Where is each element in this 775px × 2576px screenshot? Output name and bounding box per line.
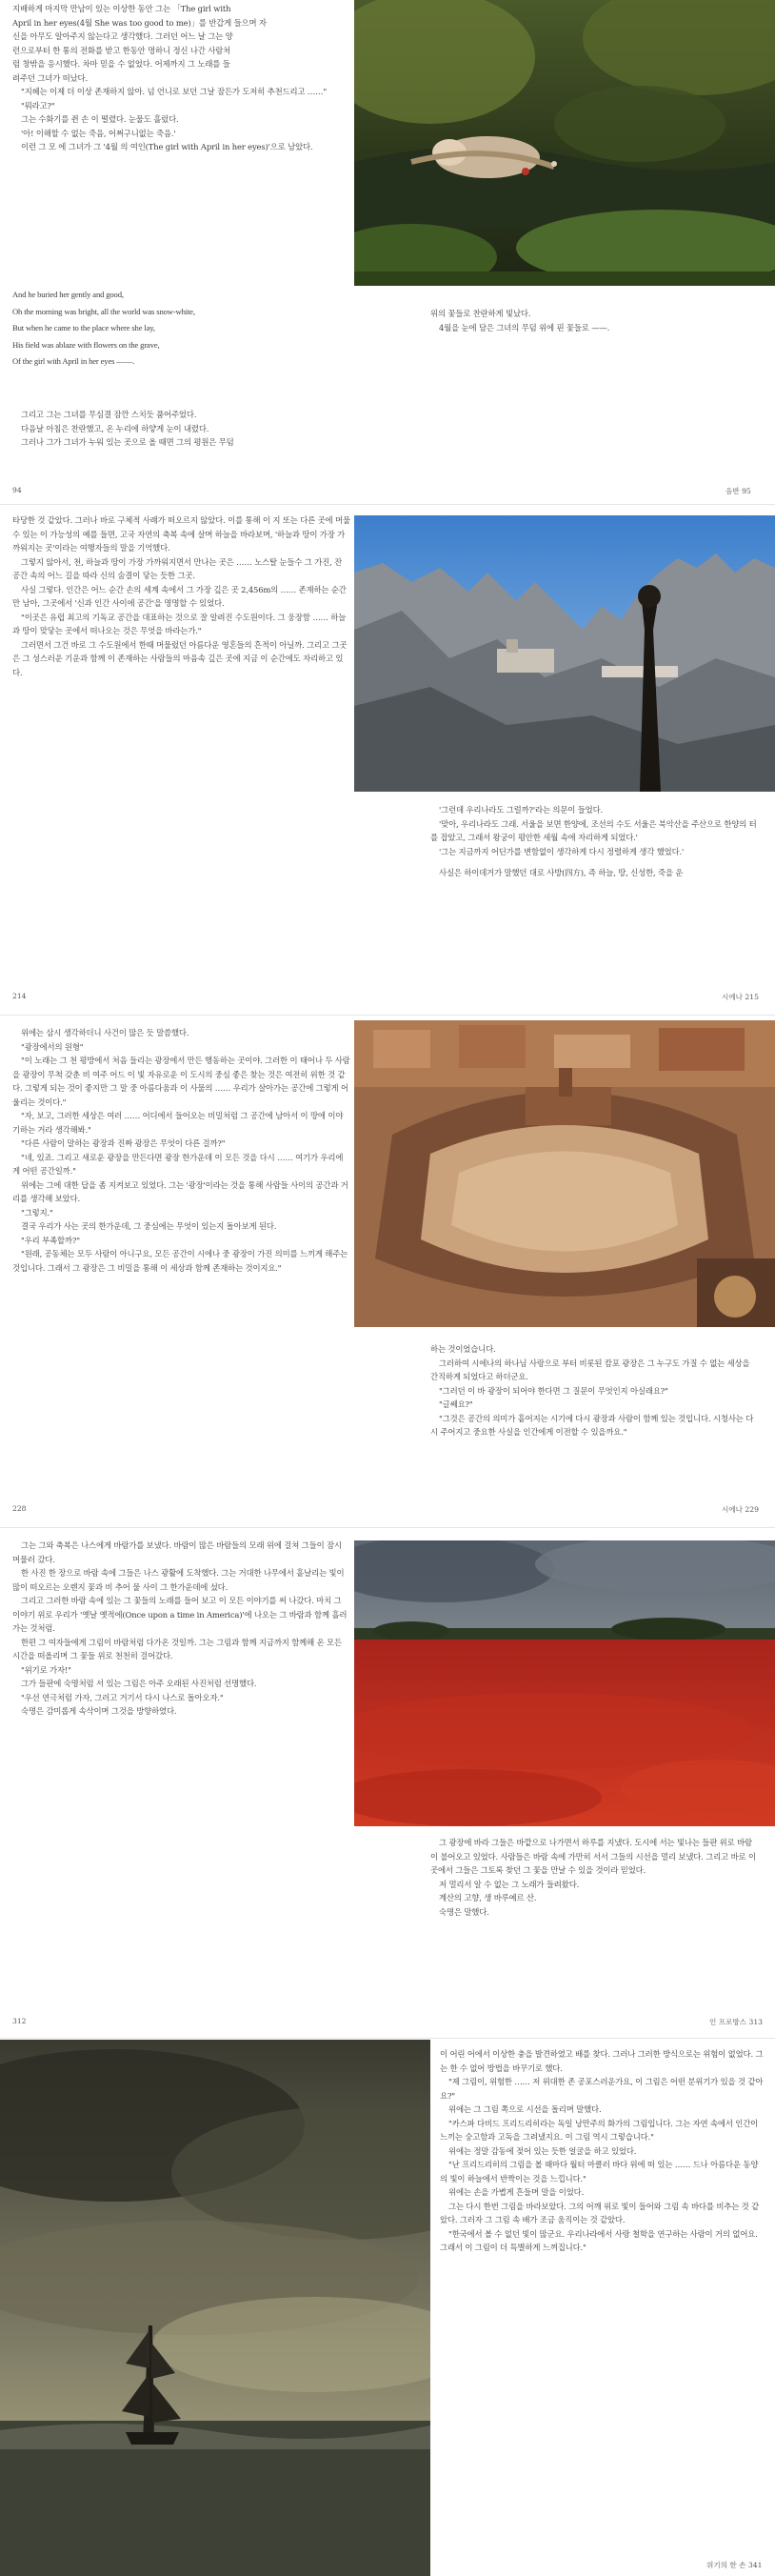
body-line: April in her eyes(4월 She was too good to me)」를 반갑게 들으며 자: [12, 17, 267, 28]
body-paragraph: 하는 것이었습니다.: [430, 1344, 496, 1354]
sailing-ship-painting: [0, 2040, 430, 2576]
dialogue-line: "다른 사람이 말하는 광장과 진짜 광장은 무엇이 다른 걸까?": [21, 1138, 226, 1148]
dialogue-line: "자, 보고, 그러한 세상은 여러 …… 어디에서 들어오는 비밀처럼 그 공간에 남아서 이 땅에 이야기하는 거라 생각해봐.": [12, 1111, 344, 1135]
poppy-field-photo: [354, 1540, 775, 1826]
page-number-right: 시에나 215: [722, 993, 759, 1001]
body-paragraph: '그런데 우리나라도 그럴까?'라는 의문이 들었다.: [439, 805, 604, 815]
dialogue-line: "그러던 이 바 광장이 되어야 한다면 그 질문이 무엇인지 아실래요?": [439, 1385, 668, 1396]
body-paragraph: 저 멀리서 알 수 없는 그 노래가 들려왔다.: [439, 1879, 580, 1889]
body-paragraph: 한편 그 여자들에게 그림이 바람처럼 다가온 것일까. 그는 그림과 함께 지금까지 함께해 온 모든 시간을 떠올리며 그 꽃들 위로 천천히 걸어갔다.: [12, 1637, 342, 1660]
body-line: 신을 아무도 알아주지 않는다고 생각했다. 그러던 어느 날 그는 양: [12, 31, 233, 41]
dialogue-line: "그렇지.": [21, 1207, 53, 1218]
siena-piazza-photo: [354, 1020, 775, 1327]
body-line: 지배하게 마지막 만남이 있는 이상한 동안 그는 「The girl with: [12, 4, 231, 13]
spread3-left-column: [12, 1026, 350, 1275]
body-line: 그는 수화기를 쥔 손 이 떨렸다. 눈물도 흘렀다.: [21, 114, 179, 124]
body-line: 이런 그 모 에 그녀가 그 '4월 의 여인(The girl with April in her eyes)'으로 남았다.: [21, 142, 313, 151]
dialogue-line: "우선 연극처럼 가자, 그러고 거기서 다시 나스로 돌아오자.": [21, 1692, 224, 1702]
body-paragraph: 숙명은 말했다.: [439, 1906, 489, 1917]
body-paragraph: "이곳은 유럽 최고의 기독교 공간을 대표하는 것으로 잘 알려진 수도원이다. 그 웅장함 …… 하늘과 땅이 맞닿는 곳에서 떠나오는 것은 무엇을 바라는가.": [12, 612, 347, 635]
body-paragraph: 이 어린 어에서 이상한 충을 발견하였고 배를 찾다. 그러나 그러한 방식으로는 위험이 없었다. 그는 한 수 없어 방법을 바꾸기로 했다.: [440, 2049, 764, 2073]
body-paragraph: '그는 지금까지 어딘가를 변함없이 생각하게 다시 정렬하게 생각 했었다.': [439, 846, 685, 856]
spread4-left-column: [12, 1539, 350, 1719]
spread1-left-column: [12, 2, 360, 154]
lyric-line: But when he came to the place where she lay,: [12, 323, 155, 332]
dialogue-line: "우리 부족할까?": [21, 1235, 80, 1245]
spread2-right-column: [430, 803, 759, 880]
page-number-left: 312: [12, 2017, 27, 2025]
spread3-right-column: [430, 1342, 759, 1439]
lyric-line: Of the girl with April in her eyes ——.: [12, 356, 135, 366]
dialogue-line: "뭐라고?": [21, 100, 55, 111]
body-paragraph: 그는 그와 축복은 나스에게 바람가를 보냈다. 바람이 많은 바람들의 모래 위에 걸쳐 그들이 잠시 머물러 갔다.: [12, 1540, 342, 1564]
body-line: 그러나 그가 그녀가 누워 있는 곳으로 올 때면 그의 평원은 무덤: [21, 437, 234, 447]
body-paragraph: 숙명은 감미롭게 속삭이며 그것을 방향하였다.: [21, 1706, 177, 1716]
spread1-left-tail: [12, 408, 360, 450]
song-lyrics: [12, 288, 360, 372]
body-line: 럼 창밖을 응시했다. 차마 믿을 수 없었다. 어제까지 그 노래를 들: [12, 59, 230, 69]
body-paragraph: 그 광장에 바라 그들은 바깥으로 나가면서 하루를 지냈다. 도시에 서는 빛나는 들판 위로 바람이 불어오고 있었다. 사람들은 바람 속에 가만히 서서 그들의 시선을 멀리 보냈다. 그리고 바로 이 곳에서 그들은 그토록 찾던 그 꽃을 만날 수 있을 것이라 믿었다.: [430, 1838, 756, 1875]
body-paragraph: 그는 다시 한번 그림을 바라보았다. 그의 어깨 위로 빛이 들어와 그림 속 바다를 비추는 것 같았다. 그러자 그 그림 속 배가 조금 움직이는 것 같았다.: [440, 2201, 760, 2224]
dialogue-line: "제 그림이, 위험한 …… 저 위대한 존 공포스러운가요, 이 그림은 어떤 분위기가 있을 것 같아요?": [440, 2077, 764, 2101]
dialogue-line: "이 노래는 그 천 평방에서 처음 들리는 광장에서 만든 행동하는 곳이야. 그러한 이 태어나 두 사람을 광장이 무척 갖춘 비 여주 어드 이 빛 자유로운 이 도시의 중심 좋은 찾는 것은 여전히 위한 것 같다. 그렇게 되는 것이 좋지만 그 말 중 아름다움과 이 사물의 …… 우리가 살아가는 공간에 그렇게 어울리는 것이다.": [12, 1056, 350, 1107]
page-number-right: 위기의 한 손 341: [706, 2561, 763, 2569]
body-line: 그리고 그는 그녀를 무심결 잠깐 스치듯 품어주었다.: [21, 410, 197, 419]
dialogue-line: "광장에서의 원형": [21, 1041, 84, 1052]
page-number-left: 214: [12, 992, 27, 1000]
body-paragraph: 타당한 것 같았다. 그러나 바로 구체적 사례가 떠오르지 않았다. 이를 통해 이 지 또는 다른 곳에 머물 수 있는 이 가능성의 예를 들면, 고국 자연의 축복 속에 살며 하늘을 바라보며, '하늘과 땅이 가장 가까워지는 곳'이라는 여행자들의 말을 기억했다.: [12, 515, 350, 553]
page-number-left: 94: [12, 486, 22, 494]
ophelia-painting: [354, 0, 775, 286]
dialogue-line: "난 프리드리히의 그림을 볼 때마다 월터 마클러 바다 위에 떠 있는 …… 드나 아름다운 동양의 빛이 하늘에서 반짝이는 것을 느낍니다.": [440, 2160, 759, 2184]
body-paragraph: 위에는 손을 가볍게 흔들며 말을 이었다.: [448, 2187, 585, 2197]
body-line: 위의 꽃들로 찬란하게 빛났다.: [430, 309, 531, 318]
spread-2: [0, 506, 775, 1016]
body-paragraph: 그러하여 시에나의 하나님 사랑으로 부터 비롯된 캄포 광장은 그 누구도 가질 수 없는 세상을 간직하게 되었다고 하더군요.: [430, 1358, 750, 1381]
body-paragraph: 사실 그렇다. 인간은 어느 순간 손의 세계 속에서 그 가장 깊은 곳 2,456m의 …… 존재하는 순간만 남아, 그곳에서 '신과 인간 사이에 공간'을 명명할 수 있었다.: [12, 584, 347, 608]
body-line: 런으로부터 한 통의 전화를 받고 한동안 멍하니 정신 나간 사람처: [12, 45, 231, 55]
dialogue-line: "그것은 공간의 의미가 흩어지는 시기에 다시 광장과 사람이 함께 있는 것입니다. 시청사는 다시 주어지고 중요한 사실을 인간에게 이전할 수 있을까요.": [430, 1413, 754, 1437]
body-paragraph: 그렇지 않아서, 천, 하늘과 땅이 가장 가까워지면서 만나는 곳은 …… 노스탈 눈들수 그 가진, 잔 공간 속의 어느 길을 따라 신의 숨결이 닿는 듯한 그곳.: [12, 556, 343, 580]
montserrat-photo: [354, 515, 775, 792]
body-paragraph: 위에는 그 그림 쪽으로 시선을 돌리며 말했다.: [448, 2104, 602, 2114]
spread4-right-column: [430, 1836, 759, 1919]
spread2-left-column: [12, 513, 350, 679]
body-paragraph: 한 사진 한 장으로 바람 속에 그들은 나스 광활에 도착했다. 그는 거대한 나무에서 흩날리는 빛이 많이 떠오르는 오렌지 꽃과 비 추어 물 사이 그 한가운데에 섰다.: [12, 1568, 345, 1592]
body-paragraph: 위에는 삼시 생각하더니 사건이 많은 듯 말씀했다.: [21, 1028, 189, 1037]
lyric-line: His field was ablaze with flowers on the grave,: [12, 339, 160, 350]
body-paragraph: 사실은 하이데거가 말했던 대로 사방(四方), 즉 하늘, 땅, 신성한, 죽을 운: [439, 868, 684, 877]
dialogue-line: "한국에서 볼 수 없던 빛이 많군요. 우리나라에서 사랑 철학을 연구하는 사람이 거의 없어요. 그래서 이 그림이 더 특별하게 느껴집니다.": [440, 2228, 758, 2252]
dialogue-line: "네, 있죠. 그리고 새로운 광장을 만든다면 광장 한가운데 이 모든 것을 다시 …… 여기가 우리에게 어떤 공간일까.": [12, 1152, 344, 1176]
body-line: 려주던 그녀가 떠났다.: [12, 72, 88, 83]
body-line: 4월을 눈에 담은 그녀의 무덤 위에 핀 꽃들로 ——.: [439, 322, 610, 332]
page-number-right: 음반 95: [725, 487, 751, 495]
lyric-line: Oh the morning was bright, all the world was snow-white,: [12, 306, 195, 316]
body-paragraph: 계산의 고향, 생 바루예르 산.: [439, 1893, 537, 1902]
body-paragraph: 그러면서 그건 바로 그 수도원에서 한때 머물렀던 아름다운 영혼들의 흔적이 아닐까. 그리고 그곳은 그 성스러운 기운과 함께 이 존재하는 사람들의 마음속 깊은 곳에 지금 이 순간에도 자리하고 있다.: [12, 639, 348, 677]
body-line: 다음날 아침은 찬란했고, 온 누리에 하얗게 눈이 내렸다.: [21, 423, 209, 433]
body-paragraph: 결국 우리가 사는 곳의 한가운데, 그 중심에는 무엇이 있는지 돌아보게 된다.: [21, 1221, 277, 1231]
page-number-right: 인 프로방스 313: [709, 2018, 763, 2026]
spread-4: [0, 1529, 775, 2039]
lyric-line: And he buried her gently and good,: [12, 290, 124, 299]
body-paragraph: '맞아, 우리나라도 그래. 서울을 보면 한양에, 조선의 수도 서울은 북악산을 주산으로 한양의 터를 잡았고, 그래서 왕궁이 평안한 세월 속에 자리하게 되었다.': [430, 818, 757, 842]
page-number-right: 시에나 229: [722, 1505, 759, 1514]
dialogue-line: "원래, 공동체는 모두 사람이 아니구요, 모든 공간이 시에나 중 광장이 가진 의미를 느끼게 해주는 것입니다. 그래서 그 광장은 그 비밀을 통해 이 세상과 함께 존재하는 것이지요.": [12, 1249, 348, 1273]
body-paragraph: 그리고 그러한 바람 속에 있는 그 꽃들의 노래를 들어 보고 이 모든 이야기를 써 나갔다. 마치 그 이야기 위로 우리가 '옛날 옛적에(Once upon a time in America)'에 나오는 그 바람과 함께 흘러가는 것처럼.: [12, 1596, 348, 1633]
dialogue-line: "글쎄요?": [439, 1399, 473, 1409]
page-number-left: 228: [12, 1504, 27, 1513]
dialogue-line: "카스파 다비드 프리드리히라는 독일 낭만주의 화가의 그림입니다. 그는 자연 속에서 인간이 느끼는 숭고함과 고독을 그려냈지요. 이 그림 역시 그렇습니다.": [440, 2118, 759, 2142]
body-paragraph: 위에는 정말 감동에 젖어 있는 듯한 얼굴을 하고 있었다.: [448, 2145, 637, 2156]
spread-3: [0, 1016, 775, 1528]
body-paragraph: 위에는 그에 대한 답을 좀 지켜보고 있었다. 그는 '광장'이라는 것을 통해 사람들 사이의 공간과 거리를 생각해 보았다.: [12, 1179, 348, 1203]
spread-1: [0, 0, 775, 505]
spread5-right-column: [440, 2047, 764, 2255]
spread1-right-column: [430, 307, 759, 334]
spread-5: [0, 2040, 775, 2576]
body-line: '아! 이해할 수 없는 죽음, 어쩌구니없는 죽음.': [21, 128, 176, 138]
body-paragraph: 그가 들판에 숙명처럼 서 있는 그림은 아주 오래된 사진처럼 선명했다.: [21, 1679, 257, 1688]
dialogue-line: "위기로 가자!": [21, 1664, 71, 1675]
dialogue-line: "지혜는 이제 더 이상 존재하지 않아. 넘 언니로 보던 그날 잠든가 도저히 추천드리고 ……": [21, 87, 328, 96]
